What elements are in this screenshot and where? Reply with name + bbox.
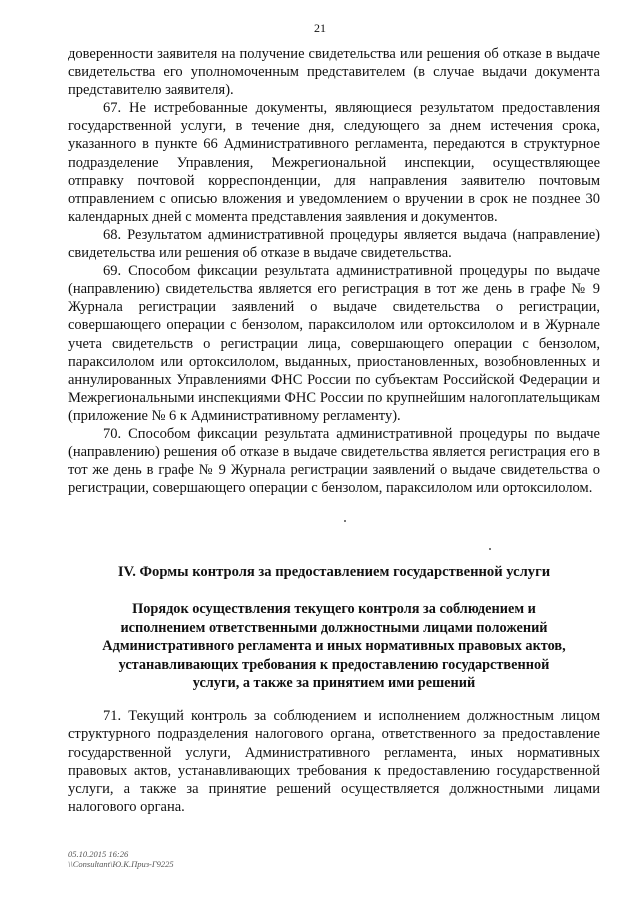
paragraph-69: 69. Способом фиксации результата административной процедуры по выдаче (направлению) свидетельства является его регистрация в тот же день в графе № 9 Журнала регистрации заявлений о выдаче свидетельства о регистрации, совершающего операции с бензолом, параксилолом или ортоксилолом и в Журнале учета свидетельств о регистрации лица, совершающего операции с бензолом, параксилолом или ортоксилолом, выданных, приостановленных, возобновленных и аннулированных Управлениями ФНС России по субъектам Российской Федерации и Межрегиональными инспекциями ФНС России по крупнейшим налогоплательщикам (приложение № 6 к Административному регламенту).: [68, 263, 600, 424]
section-title: IV. Формы контроля за предоставлением государственной услуги: [117, 564, 551, 580]
footer-path: \\Consultant\Ю.К.Приз-Г9225: [68, 859, 174, 869]
scan-speck: [489, 548, 491, 550]
scan-speck: [344, 520, 346, 522]
subsection-title: Порядок осуществления текущего контроля за соблюдением и исполнением ответственными должностными лицами положений Административного регламента и иных нормативных правовых актов, устанавливающих требования к предоставлению государственной услуги, а также за принятием ими решений: [102, 601, 566, 692]
paragraph-68: 68. Результатом административной процедуры является выдача (направление) свидетельства или решения об отказе в выдаче свидетельства.: [68, 226, 600, 262]
footer-stamp: [68, 849, 174, 869]
footer-timestamp: 05.10.2015 16:26: [68, 849, 129, 859]
body-paragraphs: [68, 45, 600, 497]
paragraph-continuation: доверенности заявителя на получение свидетельства или решения об отказе в выдаче свидетельства его уполномоченным представителем (в случае выдачи документа представителю заявителя).: [68, 46, 600, 99]
body-paragraph-71: [68, 707, 600, 817]
paragraph-71: 71. Текущий контроль за соблюдением и исполнением должностным лицом структурного подразделения налогового органа, ответственного за предоставление государственной услуги, Административного регламента, иных нормативных правовых актов, устанавливающих требования к предоставлению государственной услуги, а также за принятие решений осуществляется должностными лицами налогового органа.: [68, 708, 600, 816]
page-number: 21: [314, 21, 326, 35]
paragraph-70: 70. Способом фиксации результата административной процедуры по выдаче (направлению) решения об отказе в выдаче свидетельства является регистрация его в тот же день в графе № 9 Журнала регистрации заявлений о выдаче свидетельства о регистрации, совершающего операции с бензолом, параксилолом или ортоксилолом.: [68, 425, 600, 497]
paragraph-67: 67. Не истребованные документы, являющиеся результатом предоставления государственной услуги, в течение дня, следующего за днем истечения срока, указанного в пункте 66 Административного регламента, передаются в структурное подразделение Управления, Межрегиональной инспекции, осуществляющее отправку почтовой корреспонденции, для направления заявителю почтовым отправлением с описью вложения и уведомлением о вручении в срок не позднее 30 календарных дней с момента представления заявления и документов.: [68, 100, 600, 225]
